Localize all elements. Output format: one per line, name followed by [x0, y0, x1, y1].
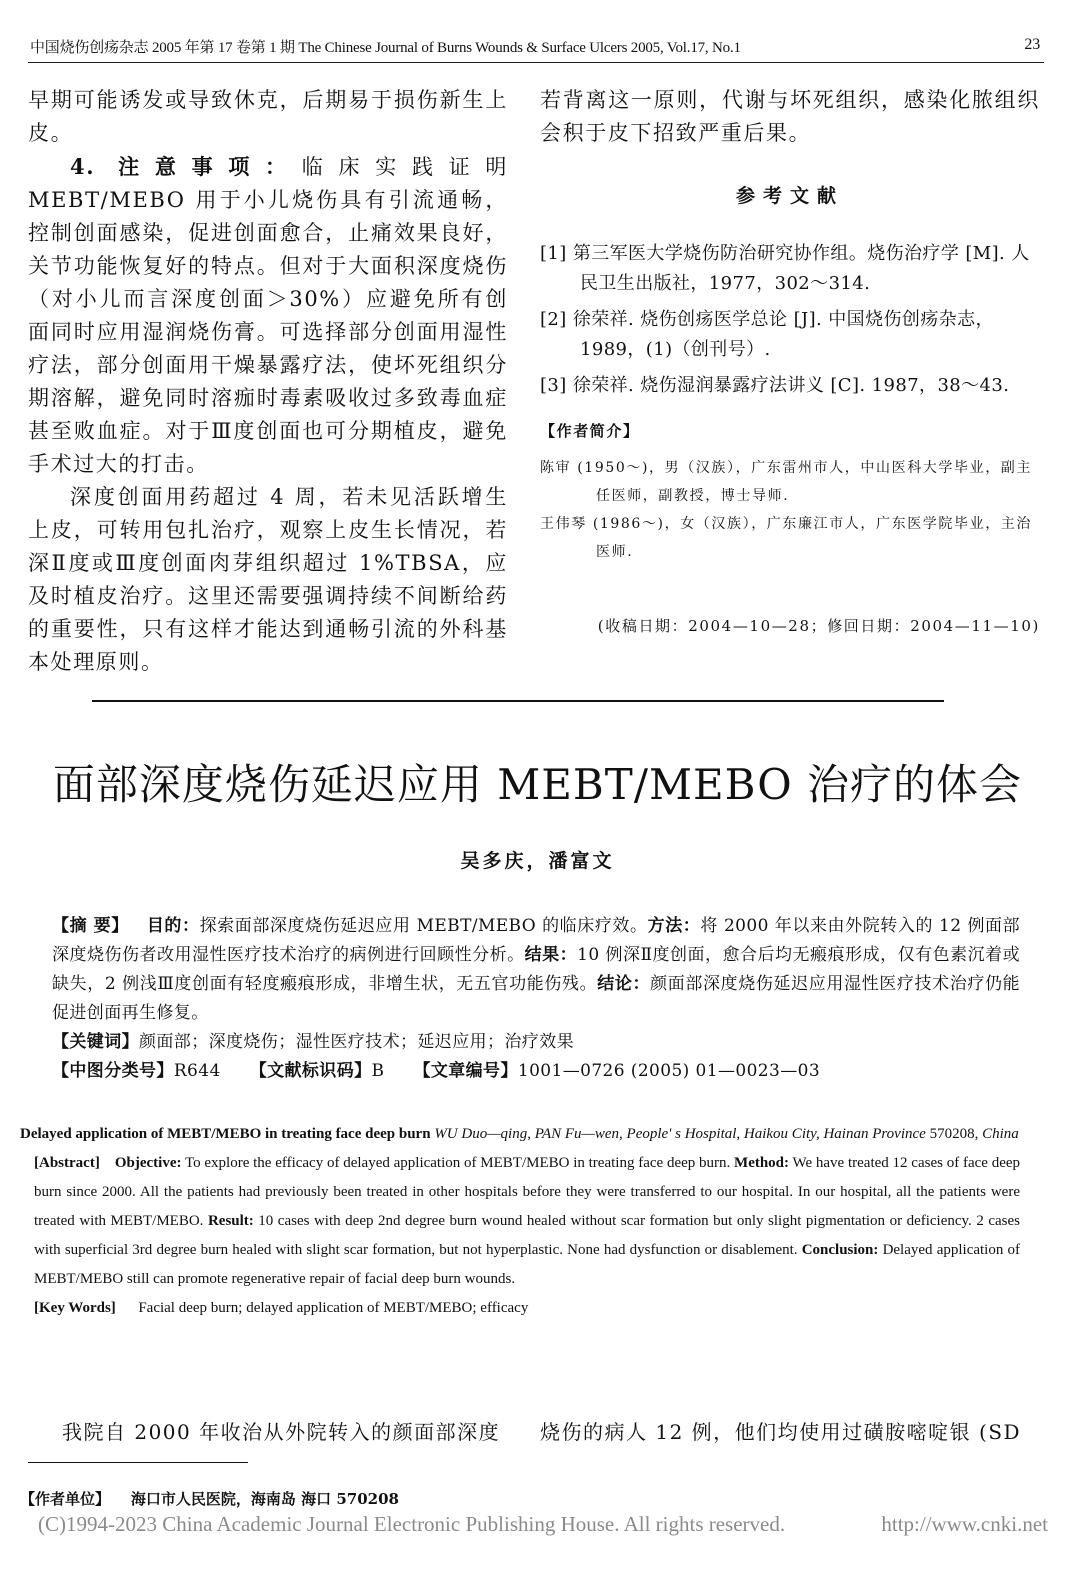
method-text: We have treated 12 cases of face deep burn since 2000. All the patients had previously been treated in other hospitals before they were transferred to our hospital. In our hospital, all the patients were treated with MEBT/MEBO.	[34, 1155, 1021, 1229]
header-rule	[28, 62, 1044, 63]
keywords-line	[52, 1028, 1020, 1057]
received-dates: (收稿日期：2004—10—28；修回日期：2004—11—10)	[597, 617, 1040, 635]
conclusion-text: 颜面部深度烧伤延迟应用湿性医疗技术治疗仍能促进创面再生修复。	[52, 974, 1021, 1023]
objective-label: Objective:	[114, 1155, 182, 1171]
keywords-text: Facial deep burn; delayed application of MEBT/MEBO; efficacy	[138, 1300, 529, 1316]
footnote-text: 海口市人民医院，海南岛 海口 570208	[130, 1490, 399, 1508]
article-divider	[92, 700, 944, 702]
running-head-text: 中国烧伤创疡杂志 2005 年第 17 卷第 1 期 The Chinese Journal of Burns Wounds & Surface Ulcers 2005, Vol.17, No.1	[30, 40, 741, 56]
reference-item: [2] 徐荣祥. 烧伤创疡医学总论 [J]. 中国烧伤创疡杂志，1989，(1)（创刊号）.	[540, 309, 994, 360]
objective-label: 目的：	[146, 916, 200, 936]
body-text-right: 烧伤的病人 12 例，他们均使用过磺胺嘧啶银 (SD	[540, 1420, 1022, 1444]
footnote	[20, 1488, 399, 1509]
paragraph: 若背离这一原则，代谢与坏死组织，感染化脓组织会积于皮下招致严重后果。	[540, 88, 1040, 145]
running-head	[30, 36, 1040, 57]
clc-label: 【中图分类号】	[52, 1061, 174, 1081]
method-label: Method:	[734, 1155, 790, 1171]
method-text: 将 2000 年以来由外院转入的 12 例面部深度烧伤伤者改用湿性医疗技术治疗的病例进行回顾性分析。	[52, 916, 1021, 965]
keywords-label: [Key Words]	[34, 1300, 116, 1316]
footnote-rule	[28, 1462, 248, 1463]
references-title: 参考文献	[735, 185, 844, 207]
right-column	[540, 84, 1040, 643]
cnki-link[interactable]: http://www.cnki.net	[881, 1512, 1048, 1536]
english-authors: WU Duo—qing, PAN Fu—wen, People' s Hospital, Haikou City, Hainan Province	[434, 1126, 926, 1142]
result-label: 结果：	[524, 945, 578, 965]
result-label: Result:	[207, 1213, 254, 1229]
reference-item: [1] 第三军医大学烧伤防治研究协作组。烧伤治疗学 [M]. 人民卫生出版社，1977，302～314.	[540, 243, 1030, 294]
copyright-notice	[38, 1512, 1048, 1537]
classification-line	[52, 1057, 1020, 1086]
reference-item: [3] 徐荣祥. 烧伤湿润暴露疗法讲义 [C]. 1987，38～43.	[540, 375, 1010, 396]
doc-code-label: 【文献标识码】	[249, 1061, 372, 1081]
abstract-label: [Abstract]	[34, 1155, 100, 1171]
article-title: 面部深度烧伤延迟应用 MEBT/MEBO 治疗的体会	[52, 760, 1023, 809]
article-authors: 吴多庆，潘富文	[460, 850, 615, 872]
abstract-paragraph	[52, 912, 1020, 1028]
author-bio: 王伟琴 (1986～)，女（汉族），广东廉江市人，广东医学院毕业，主治医师.	[540, 516, 1033, 560]
english-title: Delayed application of MEBT/MEBO in treating face deep burn	[20, 1126, 431, 1142]
english-title-line	[20, 1120, 1020, 1149]
english-abstract	[20, 1120, 1020, 1323]
paragraph: 早期可能诱发或导致休克，后期易于损伤新生上皮。	[28, 88, 508, 145]
english-country: China	[982, 1126, 1019, 1142]
method-label: 方法：	[647, 916, 701, 936]
conclusion-label: Conclusion:	[801, 1242, 879, 1258]
result-text: 10 cases with deep 2nd degree burn wound healed without scar formation but only slight pigmentation or deficiency. 2 cases with superficial 3rd degree burn healed with slight scar formation, but not hyperplastic. None had dysfunction or disablement.	[34, 1213, 1020, 1258]
paragraph: 深度创面用药超过 4 周，若未见活跃增生上皮，可转用包扎治疗，观察上皮生长情况，若深Ⅱ度或Ⅲ度创面肉芽组织超过 1%TBSA，应及时植皮治疗。这里还需要强调持续不间断给药的重要性，只有这样才能达到通畅引流的外科基本处理原则。	[28, 485, 508, 674]
abstract-label: 【摘 要】	[52, 916, 129, 936]
clc-value: R644	[173, 1061, 221, 1081]
objective-text: 探索面部深度烧伤延迟应用 MEBT/MEBO 的临床疗效。	[199, 916, 648, 936]
conclusion-label: 结论：	[597, 974, 651, 994]
article-no-value: 1001—0726 (2005) 01—0023—03	[517, 1061, 821, 1081]
paragraph-text: 临床实践证明 MEBT/MEBO 用于小儿烧伤具有引流通畅，控制创面感染，促进创面愈合，止痛效果良好，关节功能恢复好的特点。但对于大面积深度烧伤（对小儿而言深度创面＞30%）应避免所有创面同时应用湿润烧伤膏。可选择部分创面用湿性疗法，部分创面用干燥暴露疗法，使坏死组织分期溶解，避免同时溶痂时毒素吸收过多致毒血症甚至败血症。对于Ⅲ度创面也可分期植皮，避免手术过大的打击。	[28, 155, 508, 476]
english-postcode: 570208,	[929, 1126, 979, 1142]
paragraph	[28, 150, 508, 481]
copyright-text: (C)1994-2023 China Academic Journal Electronic Publishing House. All rights reserved.	[38, 1512, 786, 1536]
left-column	[28, 84, 508, 679]
doc-code-value: B	[371, 1061, 385, 1081]
section-label: 4. 注意事项：	[70, 154, 302, 179]
conclusion-text: Delayed application of MEBT/MEBO still can promote regenerative repair of facial deep burn wounds.	[34, 1242, 1021, 1287]
keywords-text: 颜面部；深度烧伤；湿性医疗技术；延迟应用；治疗效果	[139, 1032, 574, 1052]
author-bio: 陈审 (1950～)，男（汉族），广东雷州市人，中山医科大学毕业，副主任医师，副教授，博士导师.	[540, 460, 1033, 504]
result-text: 10 例深Ⅱ度创面，愈合后均无瘢痕形成，仅有色素沉着或缺失，2 例浅Ⅲ度创面有轻度瘢痕形成，非增生状，无五官功能伤残。	[52, 945, 1021, 994]
chinese-abstract	[52, 912, 1020, 1086]
article-no-label: 【文章编号】	[413, 1061, 518, 1081]
keywords-label: 【关键词】	[52, 1032, 139, 1052]
author-info-title: 【作者简介】	[540, 422, 640, 440]
footnote-label: 【作者单位】	[20, 1490, 111, 1508]
objective-text: To explore the efficacy of delayed application of MEBT/MEBO in treating face deep burn.	[185, 1155, 731, 1171]
body-text-left: 我院自 2000 年收治从外院转入的颜面部深度	[62, 1420, 501, 1444]
english-keywords-line	[20, 1294, 1020, 1323]
english-abstract-paragraph	[20, 1149, 1020, 1294]
page-number: 23	[1024, 36, 1040, 53]
